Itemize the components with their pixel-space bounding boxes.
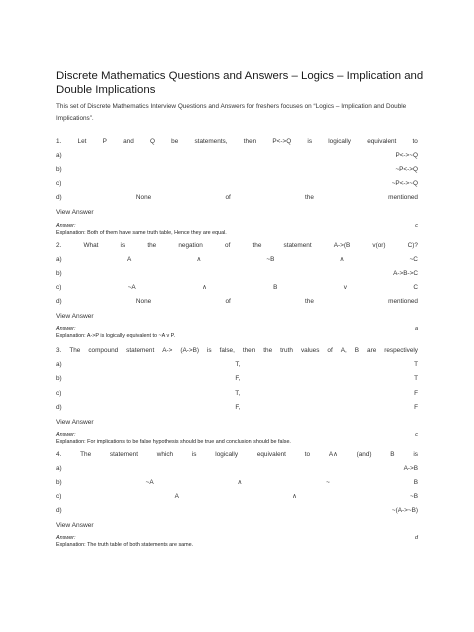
word: T, bbox=[235, 390, 241, 397]
word: are bbox=[367, 347, 377, 354]
word: v(or) bbox=[372, 242, 386, 249]
q1-explanation: Explanation: Both of them have same truth table, Hence they are equal. bbox=[56, 230, 227, 236]
q2-view-answer-link[interactable]: View Answer bbox=[56, 313, 94, 320]
word: logically bbox=[328, 138, 351, 145]
question-3 bbox=[56, 346, 418, 356]
word: a) bbox=[56, 152, 62, 159]
q3-view-answer-link[interactable]: View Answer bbox=[56, 419, 94, 426]
word: c) bbox=[56, 180, 62, 187]
word: of bbox=[225, 298, 231, 305]
word: a) bbox=[56, 361, 62, 368]
word: is bbox=[413, 451, 418, 458]
word: ~A bbox=[145, 479, 154, 486]
word: a) bbox=[56, 256, 62, 263]
word: the bbox=[305, 194, 314, 201]
word: ~C bbox=[409, 256, 418, 263]
question-1 bbox=[56, 137, 418, 147]
word: d) bbox=[56, 507, 62, 514]
word: 2. bbox=[56, 242, 62, 249]
word: F bbox=[414, 404, 418, 411]
word: is bbox=[191, 451, 197, 458]
word: None bbox=[135, 194, 152, 201]
q4-option-d bbox=[56, 506, 418, 516]
word: d) bbox=[56, 298, 62, 305]
word: d) bbox=[56, 404, 62, 411]
word: truth bbox=[280, 347, 293, 354]
q1-option-a bbox=[56, 151, 418, 161]
word: ∧ bbox=[237, 479, 243, 486]
word: A bbox=[174, 493, 179, 500]
word: ~(A->~B) bbox=[391, 507, 418, 514]
answer-label: Answer: bbox=[56, 326, 76, 332]
word: to bbox=[304, 451, 311, 458]
word: v bbox=[343, 284, 347, 291]
word: (A->B) bbox=[180, 347, 199, 354]
word: c) bbox=[56, 390, 62, 397]
word: A, bbox=[340, 347, 347, 354]
word: is bbox=[307, 138, 313, 145]
q4-option-c bbox=[56, 492, 418, 502]
q4-view-answer-link[interactable]: View Answer bbox=[56, 522, 94, 529]
q1-option-c bbox=[56, 179, 418, 189]
word: d) bbox=[56, 194, 62, 201]
word: c) bbox=[56, 284, 62, 291]
word: A bbox=[126, 256, 132, 263]
word: ∧ bbox=[202, 284, 207, 291]
word: equivalent bbox=[256, 451, 286, 458]
word: false, bbox=[219, 347, 235, 354]
word: What bbox=[83, 242, 99, 249]
word: The bbox=[80, 451, 92, 458]
answer-label: Answer: bbox=[56, 535, 76, 541]
word: mentioned bbox=[388, 298, 418, 305]
q3-option-c bbox=[56, 389, 418, 399]
q2-option-b bbox=[56, 269, 418, 279]
answer-value: c bbox=[415, 223, 418, 229]
q4-explanation: Explanation: The truth table of both statements are same. bbox=[56, 542, 194, 548]
word: b) bbox=[56, 375, 62, 382]
word: is bbox=[206, 347, 212, 354]
word: b) bbox=[56, 479, 62, 486]
answer-value: d bbox=[415, 535, 418, 541]
q1-view-answer-link[interactable]: View Answer bbox=[56, 209, 94, 216]
word: equivalent bbox=[367, 138, 397, 145]
word: then bbox=[242, 347, 256, 354]
word: B bbox=[390, 451, 395, 458]
word: compound bbox=[88, 347, 119, 354]
word: which bbox=[156, 451, 174, 458]
word: ~P<->~Q bbox=[391, 180, 418, 187]
word: C)? bbox=[407, 242, 418, 249]
word: 1. bbox=[56, 138, 62, 145]
question-4 bbox=[56, 450, 418, 460]
word: statement bbox=[283, 242, 312, 249]
word: of bbox=[225, 242, 231, 249]
word: Q bbox=[149, 138, 155, 145]
q2-option-a bbox=[56, 255, 418, 265]
word: ~A bbox=[127, 284, 136, 291]
word: statement bbox=[109, 451, 138, 458]
word: A∧ bbox=[328, 451, 338, 458]
word: P<->Q bbox=[272, 138, 292, 145]
word: ∧ bbox=[292, 493, 297, 500]
word: P bbox=[102, 138, 107, 145]
word: F, bbox=[235, 404, 241, 411]
word: be bbox=[171, 138, 179, 145]
word: ~ bbox=[326, 479, 330, 486]
answer-label: Answer: bbox=[56, 432, 76, 438]
word: b) bbox=[56, 166, 62, 173]
answer-label: Answer: bbox=[56, 223, 76, 229]
q2-option-d bbox=[56, 297, 418, 307]
q3-option-a bbox=[56, 360, 418, 370]
word: P<->~Q bbox=[395, 152, 418, 159]
word: B bbox=[273, 284, 278, 291]
page-title: Discrete Mathematics Questions and Answers – Logics – Implication and Double Implications bbox=[56, 70, 424, 96]
word: the bbox=[305, 298, 314, 305]
word: C bbox=[413, 284, 418, 291]
word: statement bbox=[126, 347, 155, 354]
word: B bbox=[413, 479, 418, 486]
word: mentioned bbox=[388, 194, 418, 201]
word: logically bbox=[215, 451, 239, 458]
word: None bbox=[135, 298, 152, 305]
word: ~P<->Q bbox=[395, 166, 418, 173]
word: T, bbox=[235, 361, 241, 368]
word: respectively bbox=[384, 347, 418, 354]
q3-explanation: Explanation: For implications to be false hypothesis should be true and conclusion should be false. bbox=[56, 439, 291, 445]
q2-explanation: Explanation: A->P is logically equivalent to ~A v P. bbox=[56, 333, 176, 339]
word: F bbox=[414, 390, 418, 397]
word: of bbox=[225, 194, 231, 201]
word: ~B bbox=[409, 493, 418, 500]
word: the bbox=[252, 242, 262, 249]
word: negation bbox=[178, 242, 203, 249]
q4-option-b bbox=[56, 478, 418, 488]
word: The bbox=[69, 347, 81, 354]
word: T bbox=[414, 375, 418, 382]
word: A->B bbox=[403, 465, 418, 472]
q3-option-d bbox=[56, 403, 418, 413]
word: T bbox=[414, 361, 418, 368]
word: ∧ bbox=[339, 256, 345, 263]
word: Let bbox=[77, 138, 87, 145]
question-2 bbox=[56, 241, 418, 251]
word: A->B->C bbox=[393, 270, 418, 277]
word: 4. bbox=[56, 451, 62, 458]
word: B bbox=[354, 347, 360, 354]
word: a) bbox=[56, 465, 62, 472]
answer-value: c bbox=[415, 432, 418, 438]
word: 3. bbox=[56, 347, 62, 354]
answer-value: a bbox=[415, 326, 418, 332]
word: A-> bbox=[162, 347, 173, 354]
word: ∧ bbox=[196, 256, 202, 263]
word: b) bbox=[56, 270, 62, 277]
word: then bbox=[243, 138, 257, 145]
word: F, bbox=[235, 375, 241, 382]
word: is bbox=[120, 242, 126, 249]
word: values bbox=[300, 347, 320, 354]
intro-paragraph: This set of Discrete Mathematics Interview Questions and Answers for freshers focuses on “Logics – Implication and Double Implications”. bbox=[56, 103, 407, 122]
word: statements, bbox=[194, 138, 228, 145]
word: and bbox=[123, 138, 134, 145]
word: to bbox=[412, 138, 418, 145]
word: ~B bbox=[266, 256, 275, 263]
q2-option-c bbox=[56, 283, 418, 293]
q4-option-a bbox=[56, 464, 418, 474]
q1-option-d bbox=[56, 193, 418, 203]
word: c) bbox=[56, 493, 62, 500]
word: A->(B bbox=[333, 242, 351, 249]
word: the bbox=[147, 242, 157, 249]
word: (and) bbox=[356, 451, 372, 458]
word: of bbox=[327, 347, 333, 354]
q3-option-b bbox=[56, 374, 418, 384]
word: the bbox=[263, 347, 273, 354]
q1-option-b bbox=[56, 165, 418, 175]
